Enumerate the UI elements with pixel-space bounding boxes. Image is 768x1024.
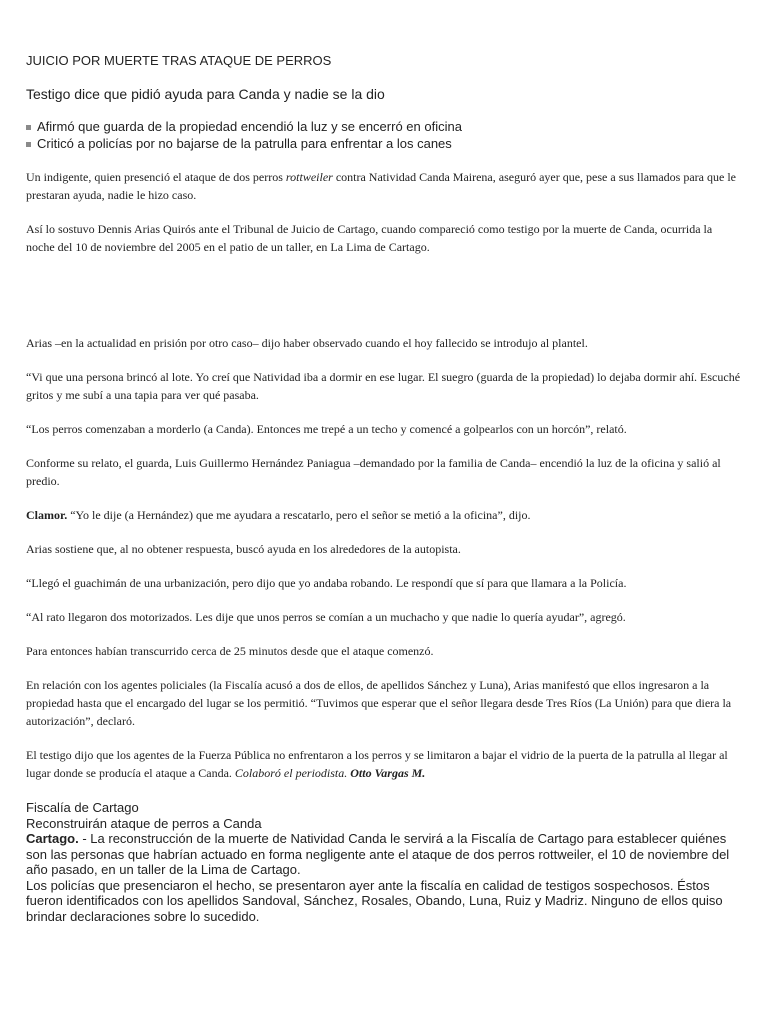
paragraph-13	[26, 746, 742, 782]
paragraph-12: En relación con los agentes policiales (la Fiscalía acusó a dos de ellos, de apellidos Sánchez y Luna), Arias manifestó que ellos ingresaron a la propiedad hasta que el encargado del lugar se los permitió. “Tuvimos que esperar que el señor llegara desde Tres Ríos (La Unión) para que diera la autorización”, declaró.	[26, 678, 732, 728]
paragraph-text: Un indigente, quien presenció el ataque de dos perros	[26, 170, 286, 184]
paragraph-8: Arias sostiene que, al no obtener respuesta, buscó ayuda en los alrededores de la autopista.	[26, 542, 461, 556]
paragraph-text: - La reconstrucción de la muerte de Natividad Canda le servirá a la Fiscalía de Cartago para establecer quiénes son las personas que habrían actuado en forma negligente ante el ataque de dos perros rottweiler, el 10 de noviembre del año pasado, en un taller de la Lima de Cartago.	[26, 831, 730, 877]
article-headline: Testigo dice que pidió ayuda para Canda y nadie se la dio	[26, 86, 385, 102]
paragraph-9: “Llegó el guachimán de una urbanización, pero dijo que yo andaba robando. Le respondí que sí para que llamara a la Policía.	[26, 576, 627, 590]
bullet-item	[26, 135, 742, 152]
paragraph-2: Así lo sostuvo Dennis Arias Quirós ante el Tribunal de Juicio de Cartago, cuando compareció como testigo por la muerte de Canda, ocurrida la noche del 10 de noviembre del 2005 en el patio de un taller, en La Lima de Cartago.	[26, 222, 713, 254]
paragraph-7	[26, 506, 742, 524]
paragraph-text: El testigo dijo que los agentes de la Fuerza Pública no enfrentaron a los perros y se limitaron a bajar el vidrio de la puerta de la patrulla al llegar al lugar donde se producía el ataque a Canda.	[26, 748, 728, 780]
dateline: Cartago.	[26, 831, 79, 846]
paragraph-6: Conforme su relato, el guarda, Luis Guillermo Hernández Paniagua –demandado por la familia de Canda– encendió la luz de la oficina y salió al predio.	[26, 456, 721, 488]
second-article-title: Reconstruirán ataque de perros a Canda	[26, 815, 262, 831]
square-bullet-icon	[26, 125, 31, 130]
paragraph-emphasis: Colaboró el periodista.	[234, 766, 348, 780]
section-name: Fiscalía de Cartago	[26, 800, 139, 815]
paragraph-4: “Vi que una persona brincó al lote. Yo creí que Natividad iba a dormir en ese lugar. El suegro (guarda de la propiedad) lo dejaba dormir ahí. Escuché gritos y me subí a una tapia para ver qué pasaba.	[26, 370, 741, 402]
paragraph-10: “Al rato llegaron dos motorizados. Les dije que unos perros se comían a un muchacho y que nadie lo quería ayudar”, agregó.	[26, 610, 626, 624]
second-article-paragraph: Los policías que presenciaron el hecho, se presentaron ayer ante la fiscalía en calidad de testigos sospechosos. Éstos fueron identificados con los apellidos Sandoval, Sánchez, Rosales, Obando, Luna, Ruiz y Madriz. Ninguno de ellos quiso brindar declaraciones sobre lo sucedido.	[26, 877, 723, 924]
byline: Otto Vargas M.	[350, 766, 426, 780]
paragraph-5: “Los perros comenzaban a morderlo (a Canda). Entonces me trepé a un techo y comencé a golpearlos con un horcón”, relató.	[26, 422, 627, 436]
paragraph-emphasis: rottweiler	[285, 170, 333, 184]
paragraph-text: “Yo le dije (a Hernández) que me ayudara a rescatarlo, pero el señor se metió a la oficina”, dijo.	[67, 508, 531, 522]
bullet-text: Afirmó que guarda de la propiedad encendió la luz y se encerró en oficina	[37, 119, 462, 134]
second-article	[26, 800, 742, 924]
paragraph-1	[26, 168, 742, 204]
paragraph-bold-lead: Clamor.	[26, 508, 68, 522]
bullet-item	[26, 118, 742, 135]
paragraph-text: contra Natividad Canda Mairena, aseguró ayer que, pese a sus llamados para que le prestaran ayuda, nadie le hizo caso.	[26, 170, 736, 202]
second-article-lead	[26, 831, 742, 878]
square-bullet-icon	[26, 142, 31, 147]
bullet-text: Criticó a policías por no bajarse de la patrulla para enfrentar a los canes	[37, 136, 452, 151]
document-page	[26, 52, 742, 924]
blank-space	[26, 272, 742, 334]
summary-bullets	[26, 118, 742, 152]
article-kicker: JUICIO POR MUERTE TRAS ATAQUE DE PERROS	[26, 53, 332, 68]
paragraph-11: Para entonces habían transcurrido cerca de 25 minutos desde que el ataque comenzó.	[26, 644, 434, 658]
paragraph-3: Arias –en la actualidad en prisión por otro caso– dijo haber observado cuando el hoy fallecido se introdujo al plantel.	[26, 336, 588, 350]
